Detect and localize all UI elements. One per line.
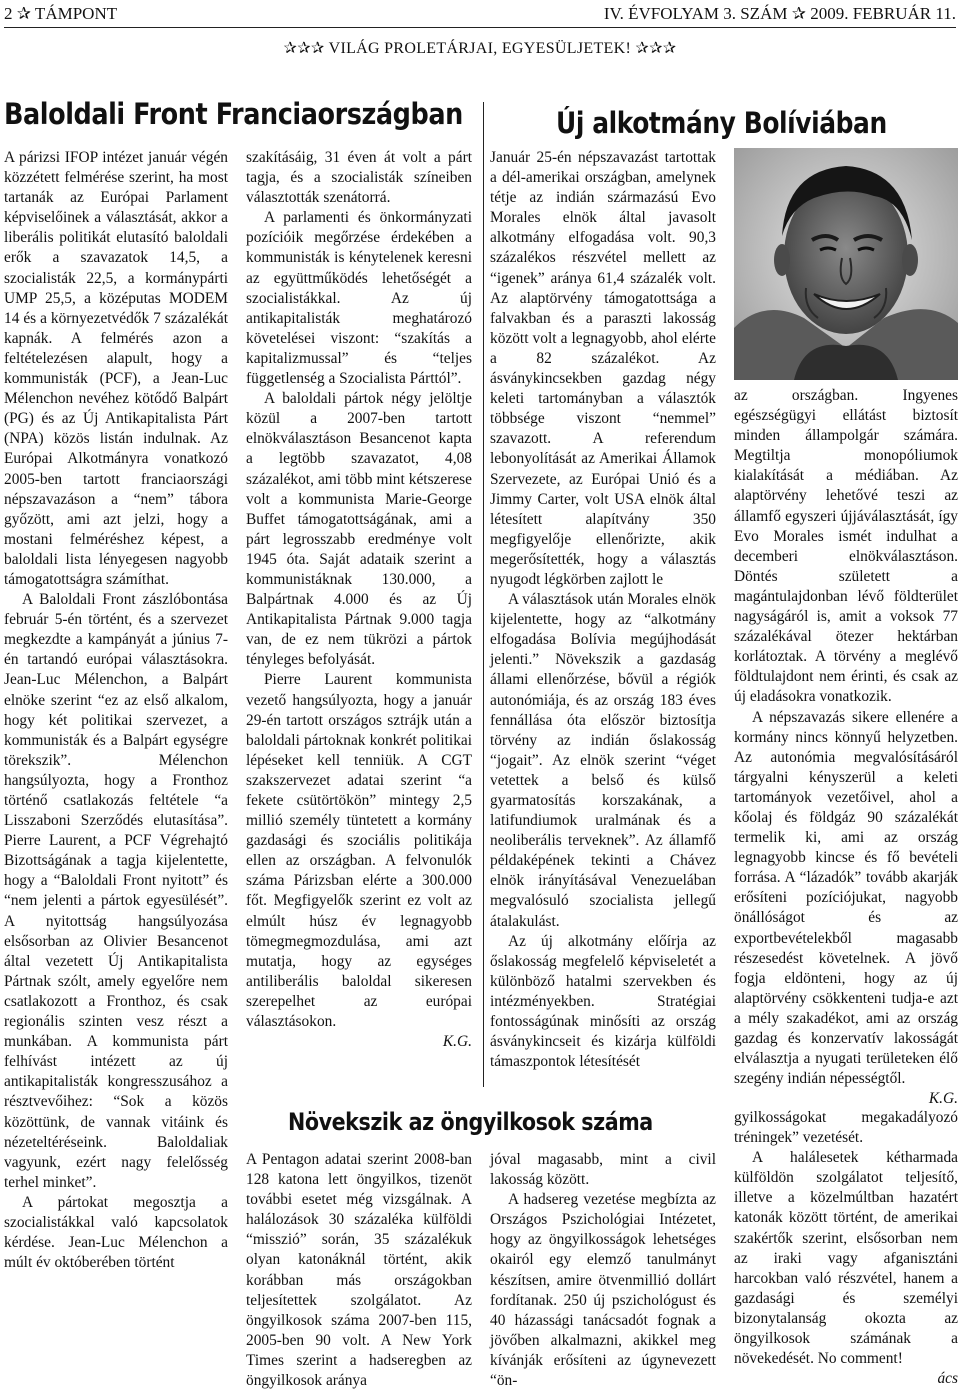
article1-paragraph: szakításáig, 31 éven át volt a párt tagja, és a szocialisták színeiben választották szenátorrá.	[246, 149, 472, 207]
article-title-uj-alkotmany: Új alkotmány Bolíviában	[556, 106, 887, 140]
portrait-image	[734, 148, 958, 380]
article3-column2	[490, 1150, 716, 1390]
article2-paragraph: A népszavazás sikere ellenére a kormány nincs könnyű helyzetben. Az autonómia megvalósításáról tárgyalni kényszerül a keleti tartományok vezetőivel, ahol a kőolaj és földgáz 90 százalékát termelik ki, ami az ország legnagyobb kincse és fő bevételi forrása. A “lázadók” tovább akarják erősíteni pozíciójukat, nagyobb önállóságot és az exportbevételekből magasabb részesedést követelnek. A jövő fogja eldönteni, hogy az új alaptörvény csökkenteni tudja-e azt a mély szakadékot, ami az ország gazdag és konzervatív lakosságát elválasztja a nyugati területeken élő szegény indián népességtől.	[734, 708, 958, 1088]
article-title-baloldali-front: Baloldali Front Franciaországban	[4, 97, 463, 131]
article2-paragraph: az országban. Ingyenes egészségügyi ellátást biztosít minden állampolgár számára. Megtiltja monopóliumok kialakítását a médiában. Az alaptörvény lehetővé teszi az államfő egyszeri újjáválasztását, így Evo Morales ismét indulhat a decemberi elnökválasztáson. Döntés született a magántulajdonban lévő földterület nagyságáról is, amit a voksok 77 százalékával ötezer hektárban korlátoztak. A törvény a meglévő földtulajdont nem érinti, és csak az új eladásokra vonatkozik.	[734, 387, 958, 706]
article1-paragraph: A parlamenti és önkormányzati pozícióik megőrzése érdekében a kommunisták is kénytelenek keresni az együttműködés lehetőségét a szocialistákkal. Az új antikapitalisták meghatározó követelései viszont: “szakítás a kapitalizmussal” és “teljes függetlenség a Szocialista Párttól”.	[246, 209, 472, 388]
article1-paragraph: A Baloldali Front zászlóbontása február 5-én történt, és a szervezet megkezdte a kampányát a június 7-én tartandó európai választásokra. Jean-Luc Mélenchon, a Balpárt elnöke szerint “ez az első alkalom, hogy két politikai szervezet, a kommunisták és a Balpárt egységre törekszik”. Mélenchon hangsúlyozta, hogy a Fronthoz történő csatlakozás feltétele “a Lisszaboni Szerződés elutasítása”. Pierre Laurent, a PCF Végrehajtó Bizottságának a tagja kijelentette, hogy a “Baloldali Front nyitott” és “nem jelenti a pártok egyesülését”. A nyitottság hangsúlyozása elsősorban az Olivier Besancenot által vezetett Új Antikapitalista Pártnak szólt, amely egyelőre nem csatlakozott a Fronthoz, és csak regionális szinten vesz részt a munkában. A kommunista párt felhívást intézett az új antikapitalisták kongresszusához a résztvevőihez: “Sok a közös közöttünk, de vannak vitáink és nézeteltéréseink. Baloldaliak vagyunk, ezért nagy felelősség terhel minket”.	[4, 591, 228, 1191]
article1-signature: K.G.	[442, 1033, 472, 1051]
article1-column2	[246, 148, 472, 1083]
article2-paragraph: Az új alkotmány előírja az őslakosság megfelelő képviseletét a különböző hatalmi szervekben és intézményekben. Stratégiai fontosságúnak minősíti az ország ásványkincseit és kizárja külföldi támaszpontok létesítését	[490, 932, 716, 1071]
article3-column1	[246, 1150, 472, 1390]
article3-signature: ács	[937, 1370, 958, 1388]
article3-paragraph: A Pentagon adatai szerint 2008-ban 128 katona lett öngyilkos, tizenöt további esetet még vizsgálnak. A halálozások 30 százaléka külföldi “misszió” során, 35 százalékuk olyan katonáknál történt, akik korábban más országokban teljesítettek szolgálatot. Az öngyilkosok száma 2007-ben 115, 2005-ben 90 volt. A New York Times szerint a hadseregben az öngyilkosok aránya	[246, 1151, 472, 1390]
header-rule	[4, 27, 956, 28]
article3-paragraph: gyilkosságokat megakadályozó tréningek” vezetését.	[734, 1109, 958, 1147]
article2-signature: K.G.	[928, 1090, 958, 1108]
page-header-right: IV. ÉVFOLYAM 3. SZÁM ✰ 2009. FEBRUÁR 11.	[603, 4, 956, 23]
article1-paragraph: Pierre Laurent kommunista vezető hangsúlyozta, hogy a január 29-én tartott országos sztrájk után a baloldali pártoknak konkrét politikai lépéseket kell tenniük. A CGT szakszervezet adatai szerint “a fekete csütörtökön” mintegy 2,5 millió személy tüntetett a kormány gazdasági és szociális politikája ellen az országban. A felvonulók száma Párizsban elérte a 300.000 főt. Megfigyelők szerint ez volt az elmúlt húsz év legnagyobb tömegmegmozdulása, ami azt mutatja, hogy az egységes antiliberális baloldal sikeresen szerepelhet az európai választásokon.	[246, 671, 472, 1031]
page-header-left: 2 ✰ TÁMPONT	[4, 4, 118, 23]
article3-paragraph: jóval magasabb, mint a civil lakosság között.	[490, 1151, 716, 1189]
article3-column3	[734, 1108, 958, 1388]
slogan: ✰✰✰ VILÁG PROLETÁRJAI, EGYESÜLJETEK! ✰✰✰	[283, 40, 677, 57]
article3-paragraph: A halálesetek kétharmada külföldön szolgálatot teljesítő, illetve a közelmúltban hazatért katonák között történt, de amerikai szakértők szerint, elsősorban nem az iraki vagy afganisztáni harcokban való részvétel, hanem a gazdasági és személyi bizonytalanság okozta az öngyilkosok számának a növekedését. No comment!	[734, 1149, 958, 1368]
evo-morales-photo	[734, 148, 958, 380]
article3-paragraph: A hadsereg vezetése megbízta az Országos Pszichológiai Intézetet, hogy az öngyilkosságok lehetséges okairól egy elemző tanulmányt készítsen, amire ötvenmillió dollárt fordítanak. 250 új pszichológust és 40 házassági tanácsadót fognak a jövőben alkalmazni, akikkel meg kívánják erősíteni az úgynevezett “ön-	[490, 1191, 716, 1390]
article2-paragraph: Január 25-én népszavazást tartottak a dél-amerikai országban, amelynek tétje az indián származású Evo Morales elnök által javasolt alkotmány elfogadása volt. 90,3 százalékos részvétel mellett az “igenek” aránya 61,4 százalék volt. Az alaptörvény támogatottsága a falvakban és a paraszti lakosság között volt a legnagyobb, ahol elérte a 82 százalékot. Az ásványkincsekben gazdag négy keleti tartományban a választók többsége viszont “nemmel” szavazott. A referendum lebonyolítását az Amerikai Államok Szervezete, az Európai Unió és a Jimmy Carter, volt USA elnök által létesített alapítvány 350 megfigyelője ellenőrizte, akik megerősítették, hogy a választás nyugodt légkörben zajlott le	[490, 149, 716, 588]
article1-paragraph: A pártokat megosztja a szocialistákkal való kapcsolatok kérdése. Jean-Luc Mélenchon a múlt év októberében történt	[4, 1193, 228, 1272]
article2-paragraph: A választások után Morales elnök kijelentette, hogy az “alkotmány elfogadása Bolívia megújhodását jelenti.” Növekszik a gazdaság állami ellenőrzése, bővül a régiók autonómiája, és az ország 183 éves fennállása óta először biztosítja törvény az indián őslakosság “jogait”. Az elnök szerint “véget vetettek a belső és külső gyarmatosítás korszakának, a latifundiumok uralmának és a neoliberális terveknek”. Az államfő példaképének tekinti a Chávez elnök irányításával Venezuelában megvalósuló szocialista jellegű átalakulást.	[490, 591, 716, 930]
article2-column1	[490, 148, 716, 1090]
article-title-ongyilkosok: Növekszik az öngyilkosok száma	[288, 1108, 653, 1136]
column-divider	[483, 102, 484, 1087]
article1-column1	[4, 148, 228, 1384]
article1-paragraph: A baloldali pártok négy jelöltje közül a 2007-ben tartott elnökválasztáson Besancenot kapta a legtöbb szavazatot, 4,08 százalékot, ami több mint kétszerese volt a kommunista Marie-George Buffet támogatottságának, ami a párt legrosszabb eredménye volt 1945 óta. Saját adataik szerint a kommunistáknak 130.000, a Balpártnak 4.000 és az Új Antikapitalista Pártnak 9.000 tagja van, de ez nem tükrözi a pártok tényleges befolyását.	[246, 390, 472, 669]
article1-paragraph: A párizsi IFOP intézet január végén közzétett felmérése szerint, ha most tartanák az Európai Parlament képviselőinek a választását, akkor a liberális politikát elutasító baloldali erők a szavazatok 14,5, a szocialisták 22,5, a kormánypárti UMP 25,5, a középutas MODEM 14 és a környezetvédők 7 százalékát kapnák. A felmérés azon a feltételezésen alapult, hogy a kommunisták (PCF), a Jean-Luc Mélenchon nevéhez kötődő Balpárt (PG) és az Új Antikapitalista Párt (NPA) közös listán indulnak. Az Európai Alkotmányra vonatkozó 2005-ben tartott franciaországi népszavazáson a “nem” tábora győzött, ami azt jelzi, hogy a mostani felméréshez képest, a baloldali lista lényegesen nagyobb támogatottságra számíthat.	[4, 149, 228, 588]
article2-column2	[734, 386, 958, 1108]
